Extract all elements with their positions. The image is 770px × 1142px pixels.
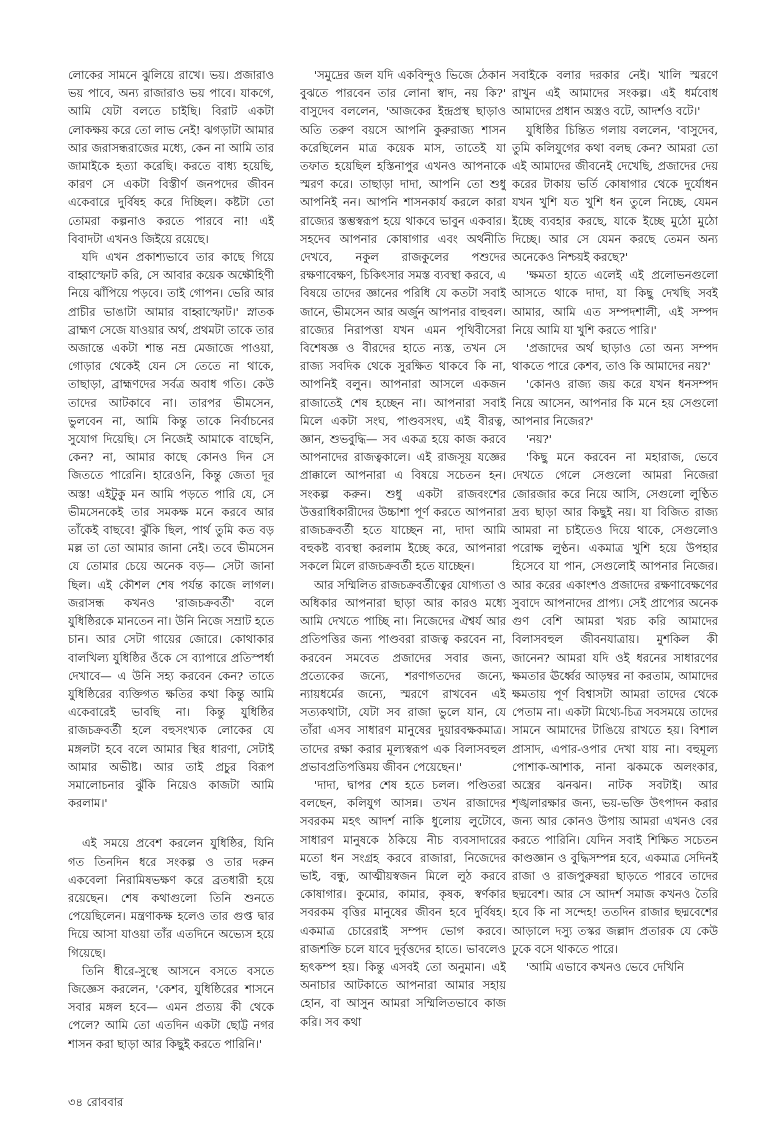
paragraph: যুধিষ্ঠির চিন্তিত গলায় বললেন, 'বাসুদেব, তুমি কলিযুগের কথা বলছ কেন? আমরা তো এই আমাদের জীবনেই দেখেছি, প্রজাদের দেয় করের টাকায় ভর্তি কোষাগার থেকে দুর্যোধন যখন খুশি যত খুশি ধন তুলে নিচ্ছে, যেমন ইচ্ছে ব্যবহার করছে, যাকে ইচ্ছে মুঠো মুঠো দিচ্ছে। আর সে যেমন করছে তেমন অন্য অনেকেও নিশ্চয়ই করছে?' [512,122,718,265]
paragraph: 'সমুদ্রের জল যদি একবিন্দুও ভিজে ঠেকান বুঝতে পারবেন তার লোনা স্বাদ, নয় কি?' বাসুদেব বললেন, 'আজকের ইন্দ্রপ্রস্থ ছাড়াও অতি তরুণ বয়সে আপনি কুরুরাজ্য শাসন করেছিলেন মাত্র কয়েক মাস, তাতেই যা তফাত হয়েছিল হস্তিনাপুর এখনও আপনাকে স্মরণ করে। তাছাড়া দাদা, আপনি তো শুধু আপনিই নন। আপনি শাসনকার্য করলে কারা রাজ্যের স্তম্ভস্বরূপ হয়ে থাকবে ভাবুন একবার। সহদেব আপনার কোষাগার এবং অর্থনীতি দেখবে, নকুল রাজকুলের পশুদের রক্ষণাবেক্ষণ, চিকিৎসার সমস্ত ব্যবস্থা করবে, এ বিষয়ে তাদের জ্ঞানের পরিধি যে কতটা সবাই জানে, ভীমসেন আর অর্জুন আপনার বাহুবল। রাজ্যের নিরাপত্তা যখন এমন পৃথিবীসেরা বিশেষজ্ঞ ও বীরদের হাতে ন্যস্ত, তখন সে রাজ্য সবদিক থেকে সুরক্ষিত থাকবে কি না, আপনিই বলুন। আপনারা আসলে একজন রাজাতেই শেষ হচ্ছেন না। আপনারা সবাই মিলে একটা সংঘ, পাণ্ডবসংঘ, এই বীরত্ব, জ্ঞান, শুভবুদ্ধি— সব একত্র হয়ে কাজ করবে আপনাদের রাজত্বকালে। এই রাজসূয় যজ্ঞের প্রাক্কালে আপনারা এ বিষয়ে সচেতন হন। সংকল্প করুন। শুধু একটা রাজবংশের উত্তরাধিকারীদের উচ্চাশা পূর্ণ করতে আপনারা রাজচক্রবর্তী হতে যাচ্ছেন না, দাদা আমি বহুকষ্ট ব্যবস্থা করলাম ইচ্ছে করে, আপনারা সকলে মিলে রাজচক্রবর্তী হতে যাচ্ছেন। [300,68,506,574]
paragraph: 'প্রজাদের অর্থ ছাড়াও তো অন্য সম্পদ থাকতে পারে কেশব, তাও কি আমাদের নয়?' [512,341,718,374]
paragraph: তিনি ধীরে-সুস্থে আসনে বসতে বসতে জিজ্ঞেস করলেন, 'কেশব, যুধিষ্ঠিরের শাসনে সবার মঙ্গল হবে— এমন প্রত্যয় কী থেকে পেলে? আমি তো এতদিন একটা ছোট্ট নগর শাসন করা ছাড়া আর কিছুই করতে পারিনি।' [68,963,274,1051]
text-column-3 [512,66,718,1086]
paragraph: 'নয়?' [526,432,552,447]
text-column-2 [300,66,506,1086]
paragraph: সবাইকে বলার দরকার নেই। খালি স্মরণে রাখুন এই আমাদের সংকল্প। এই ধর্মবোধ আমাদের প্রধান অস্ত্রও বটে, আদর্শও বটে।' [512,68,718,119]
paragraph: 'আমি এভাবে কখনও ভেবে দেখিনি [526,959,684,974]
page-footer: ৩৪ রোববার [68,1095,124,1109]
paragraph: 'কোনও রাজ্য জয় করে যখন ধনসম্পদ নিয়ে আসেন, আপনার কি মনে হয় সেগুলো আপনার নিজের?' [512,377,718,428]
paragraph: আর সম্মিলিত রাজচক্রবর্তীত্বের যোগ্যতা ও অধিকার আপনারা ছাড়া আর কারও মধ্যে আমি দেখতে পাচ্ছি না। নিজেদের ঐশ্বর্য আর প্রতিপত্তির জন্য পাণ্ডবরা রাজত্ব করবেন না, করবেন সমবেত প্রজাদের সবার জন্য, প্রত্যেকের জন্যে, শরণাগতদের জন্যে, ন্যায়ধর্মের জন্যে, স্মরণে রাখবেন এই সত্যকথাটা, যেটা সব রাজা ভুলে যান, যে তাঁরা এসব সাধারণ মানুষের দুয়ারবক্ষকমাত্র। তাদের রক্ষা করার মূল্যস্বরূপ এক বিলাসবহুল প্রভাবপ্রতিপত্তিময় জীবন পেয়েছেন।' [300,577,506,774]
paragraph: 'কিছু মনে করবেন না মহারাজ, ভেবে দেখতে গেলে সেগুলো আমরা নিজেরা জোরজার করে নিয়ে আসি, সেগুলো লুণ্ঠিত দ্রব্য ছাড়া আর কিছুই নয়। যা বিজিত রাজ্য আমরা না চাইতেও দিয়ে থাকে, সেগুলোও পরোক্ষ লুণ্ঠন। একমাত্র খুশি হয়ে উপহার হিসেবে যা পান, সেগুলোই আপনার নিজের। আর করের একাংশও প্রজাদের রক্ষণাবেক্ষণের সুবাদে আপনাদের প্রাপ্য। সেই প্রাপ্যের অনেক গুণ বেশি আমরা খরচ করি আমাদের বিলাসবহুল জীবনযাত্রায়। মুশকিল কী জানেন? আমরা যদি ওই ধরনের সাধারণের ক্ষমতার ঊর্ধ্বের আড়ম্বর না করতাম, আমাদের ক্ষমতায় পূর্ণ বিশ্বাসটা আমরা তাদের থেকে পেতাম না। একটা মিথ্যে-চিত্র সবসময়ে তাদের সামনে আমাদের টাঙিয়ে রাখতে হয়। বিশাল প্রাসাদ, এপার-ওপার দেখা যায় না। বহুমূল্য পোশাক-আশাক, নানা ঝকমকে অলংকার, অস্ত্রের ঝনঝন। নাটক সবটাই। আর শৃঙ্খলারক্ষার জন্য, ভয়-ভক্তি উৎপাদন করার জন্য আর কোনও উপায় আমরা এখনও বের করতে পারিনি। যেদিন সবাই শিক্ষিত সচেতন কাণ্ডজ্ঞান ও বুদ্ধিসম্পন্ন হবে, একমাত্র সেদিনই রাজা ও রাজপুরুষরা ছাড়তে পারবে তাদের ছদ্মবেশ। আর সে আদর্শ সমাজ কখনও তৈরি হবে কি না সন্দেহ! ততদিন রাজার ছদ্মবেশের আড়ালে দস্যু তস্কর জল্লাদ প্রতারক যে কেউ ঢুকে বসে থাকতে পারে। [512,450,718,956]
paragraph: 'দাদা, দ্বাপর শেষ হতে চলল। পণ্ডিতরা বলছেন, কলিযুগ আসন্ন। তখন রাজাদের সবরকম মহৎ আদর্শ নাকি ধুলোয় লুটোবে, সাধারণ মানুষকে ঠকিয়ে নীচ ব্যবসাদারের মতো ধন সংগ্রহ করবে রাজারা, নিজেদের ভাই, বন্ধু, আত্মীয়স্বজন মিলে লুঠ করবে কোষাগার। কুমোর, কামার, কৃষক, স্বর্ণকার সবরকম বৃত্তির মানুষের জীবন হবে দুর্বিষহ। একমাত্র চোরেরাই সম্পদ ভোগ করবে। রাজশক্তি চলে যাবে দুর্বৃত্তদের হাতে। ভাবলেও হৃৎকম্প হয়। কিন্তু এসবই তো অনুমান। এই অনাচার আটকাতে আপনারা আমার সহায় হোন, বা আসুন আমরা সম্মিলিতভাবে কাজ করি। সব কথা [300,777,506,1029]
text-column-1 [68,66,274,1086]
paragraph-gap [68,812,274,834]
paragraph: 'ক্ষমতা হাতে এলেই এই প্রলোভনগুলো আসতে থাকে দাদা, যা কিছু দেখছি সবই আমার, আমি এত সম্পদশালী, এই সম্পদ নিয়ে আমি যা খুশি করতে পারি।' [512,268,718,337]
paragraph: লোকের সামনে ঝুলিয়ে রাখে। ভয়। প্রজারাও ভয় পাবে, অন্য রাজারাও ভয় পাবে। যাকগে, আমি যেটা বলতে চাইছি। বিরাট একটা লোকক্ষয় করে তো লাভ নেই! ঝগড়াটা আমার আর জরাসন্ধরাজের মধ্যে, কেন না আমি তার জামাইকে হত্যা করেছি। করতে বাধ্য হয়েছি, কারণ সে একটা বিস্তীর্ণ জনপদের জীবন একেবারে দুর্বিষহ করে দিচ্ছিল। কষ্টটা তো তোমরা কল্পনাও করতে পারবে না! এই বিবাদটা এখনও জিইয়ে রয়েছে। [68,68,274,246]
paragraph: এই সময়ে প্রবেশ করলেন যুধিষ্ঠির, যিনি গত তিনদিন ধরে সংকল্প ও তার দরুন একবেলা নিরামিষভক্ষণ করে ব্রতধারী হয়ে রয়েছেন। শেষ কথাগুলো তিনি শুনতে পেয়েছিলেন। মন্ত্রণাকক্ষ হলেও তার গুপ্ত দ্বার দিয়ে আসা যাওয়া তাঁর এতদিনে অভ্যেস হয়ে গিয়েছে। [68,836,274,960]
paragraph: যদি এখন প্রকাশ্যভাবে তার কাছে গিয়ে বাহ্বাস্ফোট করি, সে আবার কয়েক অক্ষৌহিণী নিয়ে ঝাঁপিয়ে পড়বে। তাই গোপন। ভেরি আর প্রাচীর ভাঙাটা আমার বাহ্বাস্ফোট।' স্নাতক ব্রাহ্মণ সেজে যাওয়ার অর্থ, প্রথমটা তাকে তার অজান্তে একটা শান্ত নম্র মেজাজে পাওয়া, গোড়ার থেকেই যেন সে তেতে না থাকে, তাছাড়া, ব্রাহ্মণদের সর্বত্র অবাধ গতি। কেউ তাদের আটকাবে না। তারপর ভীমসেন, ভুলবেন না, আমি কিন্তু তাকে নির্বাচনের সুযোগ দিয়েছি। সে নিজেই আমাকে বাছেনি, কেন? না, আমার কাছে কোনও দিন সে জিততে পারেনি। হারেওনি, কিন্তু জেতা দূর অস্ত! এইটুকু মন আমি পড়তে পারি যে, সে ভীমসেনকেই তার সমকক্ষ মনে করবে আর তাঁকেই বাছবে! ঝুঁকি ছিল, পার্থ তুমি কত বড় মল্ল তা তো আমার জানা নেই। তবে ভীমসেন যে তোমার চেয়ে অনেক বড়— সেটা জানা ছিল। এই কৌশল শেষ পর্যন্ত কাজে লাগল। জরাসন্ধ কখনও 'রাজচক্রবর্তী' বলে যুধিষ্ঠিরকে মানতেন না। উনি নিজে সম্রাট হতে চান। আর সেটা গায়ের জোরে। কোথাকার বালখিল্য যুধিষ্ঠির ওঁকে সে ব্যাপারে প্রতিস্পর্ধা দেখাবে— এ উনি সহ্য করবেন কেন? তাতে যুধিষ্ঠিরের ব্যক্তিগত ক্ষতির কথা কিন্তু আমি একেবারেই ভাবছি না। কিন্তু যুধিষ্ঠির রাজচক্রবর্তী হলে বহুসংখ্যক লোকের যে মঙ্গলটা হবে বলে আমার স্থির ধারণা, সেটাই আমার অভীষ্ট। আর তাই প্রচুর বিরূপ সমালোচনার ঝুঁকি নিয়েও কাজটা আমি করলাম।' [68,250,274,811]
